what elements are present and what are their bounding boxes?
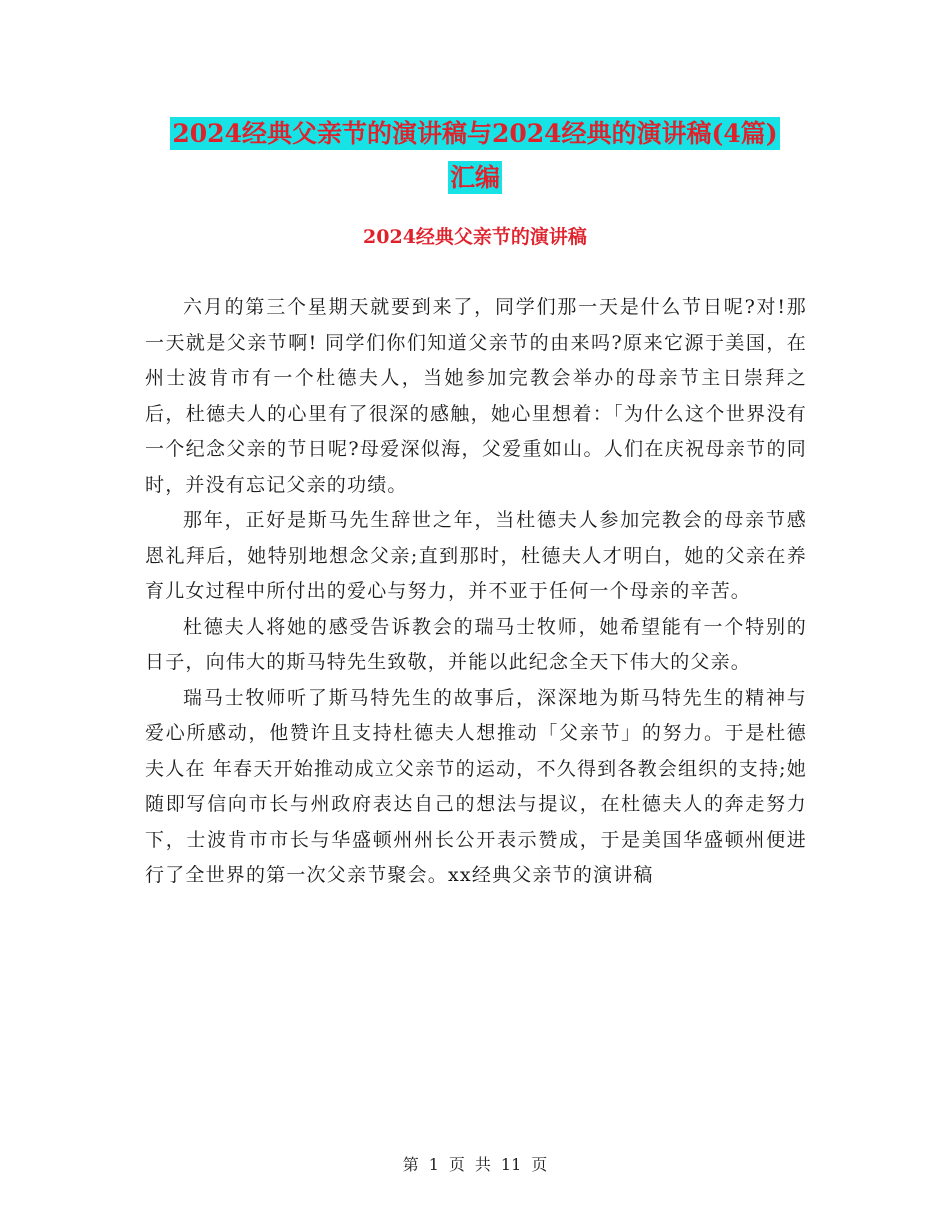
page-label-mid: 页 — [448, 1155, 465, 1174]
document-title — [145, 112, 805, 200]
total-label: 共 — [474, 1155, 491, 1174]
paragraph: 那年，正好是斯马先生辞世之年，当杜德夫人参加完教会的母亲节感恩礼拜后，她特别地想念父亲;直到那时，杜德夫人才明白，她的父亲在养育儿女过程中所付出的爱心与努力，并不亚于任何一个母亲的辛苦。 — [145, 509, 807, 602]
document-title-line1: 2024经典父亲节的演讲稿与2024经典的演讲稿(4篇) — [172, 119, 778, 148]
document-title-line2: 汇编 — [449, 163, 500, 192]
page-number: 1 — [428, 1155, 439, 1174]
page-footer — [0, 1152, 950, 1175]
total-label-suffix: 页 — [531, 1155, 548, 1174]
paragraph: 瑞马士牧师听了斯马特先生的故事后，深深地为斯马特先生的精神与爱心所感动，他赞许且支持杜德夫人想推动「父亲节」的努力。于是杜德夫人在 年春天开始推动成立父亲节的运动，不久得到各教会组织的支持;她随即写信向市长与州政府表达自己的想法与提议，在杜德夫人的奔走努力下，士波肯市市长与华盛顿州州长公开表示赞成，于是美国华盛顿州便进行了全世界的第一次父亲节聚会。xx经典父亲节的演讲稿 — [145, 686, 807, 886]
paragraph: 六月的第三个星期天就要到来了，同学们那一天是什么节日呢?对!那一天就是父亲节啊! 同学们你们知道父亲节的由来吗?原来它源于美国，在 州士波肯市有一个杜德夫人，当她参加完教会举办的母亲节主日崇拜之后，杜德夫人的心里有了很深的感触，她心里想着：「为什么这个世界没有一个纪念父亲的节日呢?母爱深似海，父爱重如山。人们在庆祝母亲节的同时，并没有忘记父亲的功绩。 — [145, 296, 807, 496]
page-label-prefix: 第 — [402, 1155, 419, 1174]
section-title: 2024经典父亲节的演讲稿 — [363, 226, 587, 248]
total-pages: 11 — [500, 1155, 522, 1174]
document-body — [145, 290, 807, 894]
paragraph: 杜德夫人将她的感受告诉教会的瑞马士牧师，她希望能有一个特别的日子，向伟大的斯马特先生致敬，并能以此纪念全天下伟大的父亲。 — [145, 615, 807, 673]
